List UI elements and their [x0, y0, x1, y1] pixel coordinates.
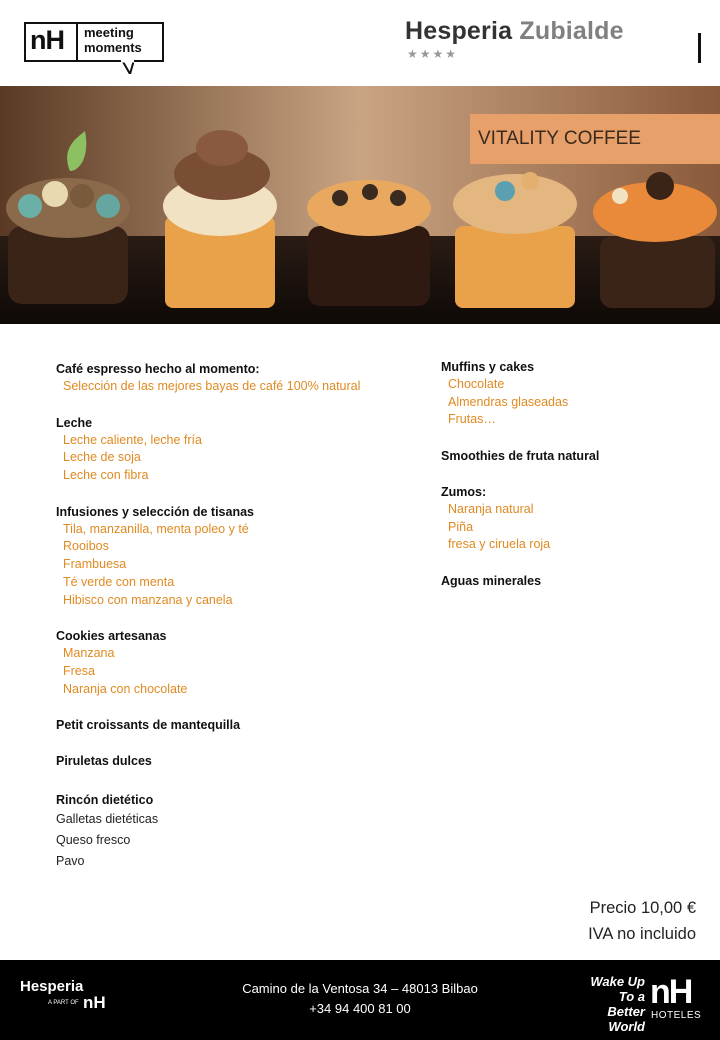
price-value: Precio 10,00 € [589, 899, 696, 917]
menu-item: Pavo [56, 854, 85, 869]
menu-item: Leche de soja [63, 450, 141, 465]
footer-phone: +34 94 400 81 00 [309, 1001, 411, 1016]
nh-mark: nH [30, 25, 64, 55]
menu-section-title: Cookies artesanas [56, 629, 167, 644]
vitality-coffee-label [470, 114, 720, 164]
footer-part-of: A PART OF [48, 1000, 79, 1006]
menu-section-title: Petit croissants de mantequilla [56, 718, 241, 733]
slogan-line-1: Wake Up [590, 974, 645, 989]
menu-section-title: Piruletas dulces [56, 754, 152, 769]
menu-item: Fresa [63, 663, 95, 678]
menu-section-title: Zumos: [441, 485, 487, 500]
menu-section-title: Aguas minerales [441, 574, 542, 589]
menu-item: Almendras glaseadas [448, 394, 569, 409]
logo-text [84, 25, 142, 55]
menu-section-title: Infusiones y selección de tisanas [56, 504, 254, 519]
menu-item: Rooibos [63, 539, 109, 554]
logo-bar [698, 33, 701, 63]
footer-address: Camino de la Ventosa 34 – 48013 Bilbao [242, 981, 478, 996]
hotel-name-2: Zubialde [519, 17, 624, 45]
hero-label-text: VITALITY COFFEE [478, 128, 641, 149]
menu-section [56, 360, 426, 396]
footer-hoteles: HOTELES [651, 1010, 702, 1021]
price-block [588, 895, 696, 947]
footer [0, 960, 720, 1040]
logo-separator [76, 22, 78, 62]
menu-section [56, 503, 426, 609]
nh-meeting-moments-logo [24, 22, 166, 74]
footer-nh-small: nH [83, 993, 106, 1012]
slogan-line-3: World [608, 1019, 645, 1034]
menu-item: Chocolate [448, 377, 505, 391]
wake-up-nh-logo [587, 973, 707, 1034]
menu-item: Manzana [63, 646, 115, 661]
hotel-name-1: Hesperia [405, 17, 513, 45]
menu-item: Frambuesa [63, 557, 127, 572]
menu-item: Naranja natural [448, 502, 534, 517]
vat-note: IVA no incluido [588, 925, 696, 943]
menu-left-column [56, 360, 426, 872]
menu-item: Naranja con chocolate [63, 681, 188, 696]
menu-section [441, 483, 711, 554]
menu-section [441, 358, 711, 429]
menu-item: Hibisco con manzana y canela [63, 592, 233, 607]
wake-up-slogan [587, 974, 645, 1034]
menu-item: Tila, manzanilla, menta poleo y té [63, 521, 249, 536]
hotel-name [405, 17, 624, 46]
menu-item: Té verde con menta [63, 574, 175, 589]
menu-section [56, 791, 426, 872]
menu-item: Piña [448, 519, 474, 534]
menu-section [441, 447, 711, 465]
menu-section [56, 627, 426, 698]
menu-item: Selección de las mejores bayas de café 100% natural [63, 379, 361, 393]
menu-right-column [441, 358, 711, 590]
menu-section [441, 572, 711, 590]
hesperia-zubialde-logo [405, 17, 705, 69]
menu-section-title: Muffins y cakes [441, 360, 535, 374]
menu-item: Frutas… [448, 412, 496, 427]
menu-section-title: Rincón dietético [56, 793, 154, 808]
menu-item: Galletas dietéticas [56, 812, 159, 827]
menu-section-title: Smoothies de fruta natural [441, 449, 600, 464]
menu-section [56, 716, 426, 734]
menu-item: fresa y ciruela roja [448, 537, 551, 552]
menu-section-title: Café espresso hecho al momento: [56, 362, 260, 376]
slogan-line-2: To a Better [607, 989, 645, 1019]
hotel-stars: ★★★★ [407, 47, 459, 61]
logo-text-line-2: moments [84, 40, 142, 55]
menu-section [56, 752, 426, 770]
footer-nh-big: nH [650, 973, 692, 1011]
menu-section [56, 414, 426, 485]
menu-item: Queso fresco [56, 833, 131, 848]
footer-hesperia: Hesperia [20, 978, 84, 995]
menu-item: Leche con fibra [63, 468, 149, 483]
menu-section-title: Leche [56, 415, 93, 430]
logo-text-line-1: meeting [84, 25, 134, 40]
speech-tail-icon [120, 60, 134, 74]
menu-item: Leche caliente, leche fría [63, 432, 202, 447]
